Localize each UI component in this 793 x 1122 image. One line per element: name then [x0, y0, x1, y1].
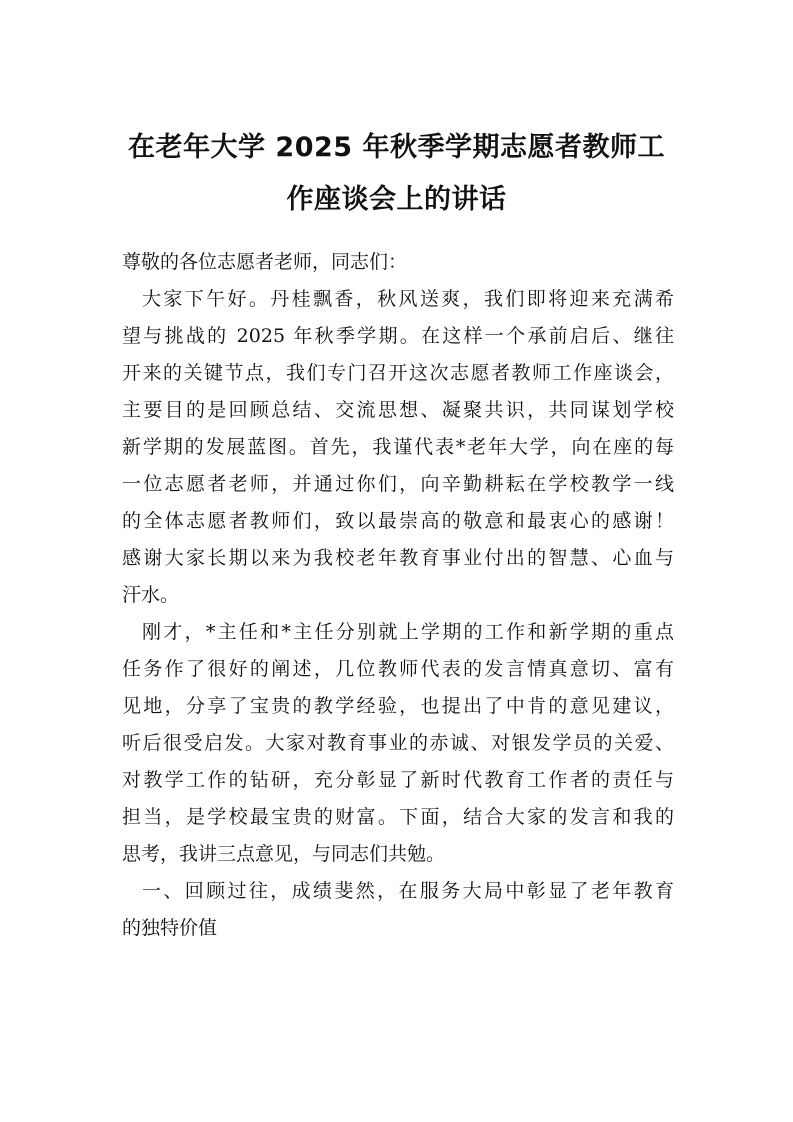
section-heading-line: 一、回顾过往，成绩斐然，在服务大局中彰显了老年教育	[142, 880, 674, 902]
paragraph-line: 开来的关键节点，我们专门召开这次志愿者教师工作座谈会，	[122, 362, 674, 384]
paragraph-line: 感谢大家长期以来为我校老年教育事业付出的智慧、心血与	[122, 547, 674, 569]
paragraph-line: 担当，是学校最宝贵的财富。下面，结合大家的发言和我的	[122, 806, 674, 828]
document-body	[122, 244, 674, 947]
section-heading-line: 的独特价值	[122, 917, 218, 939]
paragraph-line: 对教学工作的钻研，充分彰显了新时代教育工作者的责任与	[122, 769, 674, 791]
paragraph-line: 思考，我讲三点意见，与同志们共勉。	[122, 843, 446, 865]
paragraph-line: 新学期的发展蓝图。首先，我谨代表*老年大学，向在座的每	[122, 436, 674, 458]
paragraph-line: 望与挑战的 2025 年秋季学期。在这样一个承前启后、继往	[122, 325, 674, 347]
paragraph-line: 大家下午好。丹桂飘香，秋风送爽，我们即将迎来充满希	[142, 288, 674, 310]
document-title	[110, 122, 683, 226]
paragraph-line: 刚才，*主任和*主任分别就上学期的工作和新学期的重点	[142, 621, 674, 643]
paragraph-line: 主要目的是回顾总结、交流思想、凝聚共识，共同谋划学校	[122, 399, 674, 421]
title-line-1: 在老年大学 2025 年秋季学期志愿者教师工	[128, 132, 665, 163]
paragraph-line: 听后很受启发。大家对教育事业的赤诚、对银发学员的关爱、	[122, 732, 674, 754]
paragraph-line: 的全体志愿者教师们，致以最崇高的敬意和最衷心的感谢！	[122, 510, 674, 532]
paragraph-line: 一位志愿者老师，并通过你们，向辛勤耕耘在学校教学一线	[122, 473, 674, 495]
paragraph-line: 任务作了很好的阐述，几位教师代表的发言情真意切、富有	[122, 658, 674, 680]
paragraph-line: 汗水。	[122, 584, 180, 606]
salutation-line: 尊敬的各位志愿者老师，同志们：	[122, 251, 408, 273]
title-line-2: 作座谈会上的讲话	[286, 184, 507, 215]
paragraph-line: 见地，分享了宝贵的教学经验，也提出了中肯的意见建议，	[122, 695, 674, 717]
